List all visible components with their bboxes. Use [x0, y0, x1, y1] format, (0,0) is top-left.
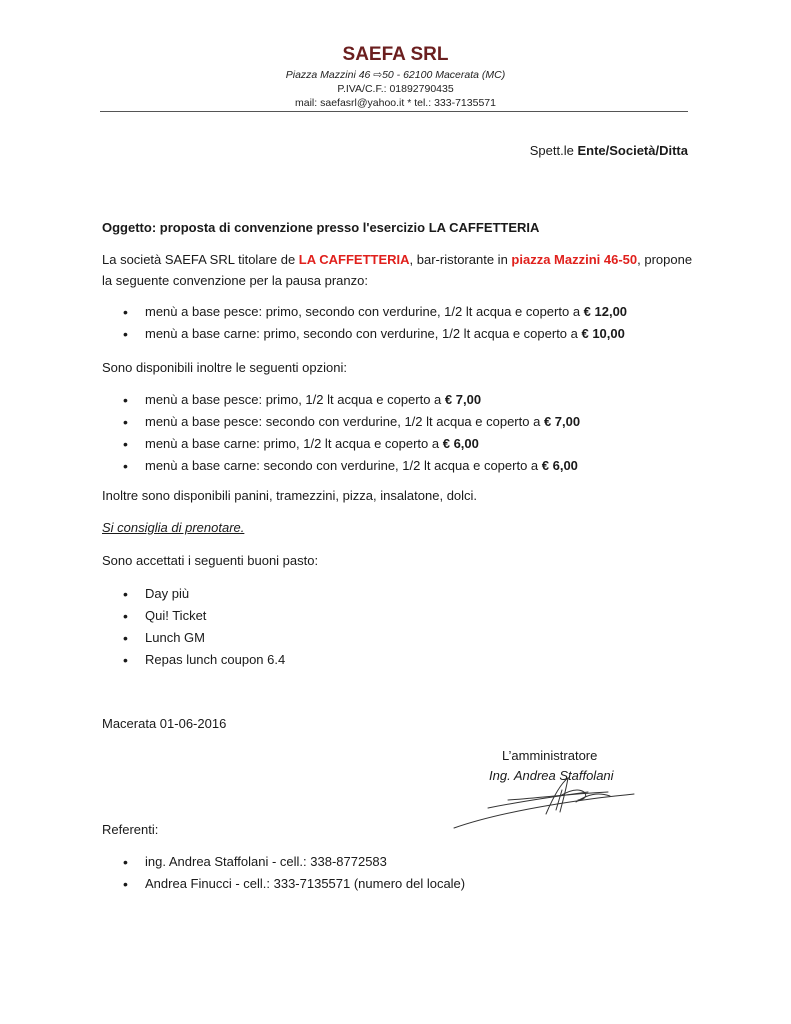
handwritten-signature: [448, 770, 638, 832]
list-item: • ing. Andrea Staffolani - cell.: 338-8772583: [102, 853, 465, 875]
list-item: • menù a base carne: secondo con verdurine, 1/2 lt acqua e coperto a € 6,00: [102, 457, 580, 479]
vouchers-list: [102, 585, 285, 673]
options-list: [102, 391, 580, 479]
intro-part1: La società SAEFA SRL titolare de: [102, 252, 299, 267]
extras-line: Inoltre sono disponibili panini, tramezzini, pizza, insalatone, dolci.: [102, 488, 478, 503]
list-item: • menù a base pesce: primo, secondo con verdurine, 1/2 lt acqua e coperto a € 12,00: [102, 303, 627, 325]
intro-place: piazza Mazzini 46-50: [511, 252, 638, 267]
menu-list: [102, 303, 627, 347]
vouchers-intro: Sono accettati i seguenti buoni pasto:: [102, 553, 319, 568]
list-item: • Lunch GM: [102, 629, 285, 651]
subject-line: Oggetto: proposta di convenzione presso l'esercizio LA CAFFETTERIA: [102, 220, 540, 235]
intro-paragraph-line1: [102, 251, 692, 269]
date-line: Macerata 01-06-2016: [102, 716, 227, 731]
intro-paragraph-line2: la seguente convenzione per la pausa pranzo:: [102, 273, 368, 288]
list-item: • menù a base carne: primo, 1/2 lt acqua e coperto a € 6,00: [102, 435, 580, 457]
contacts-list: [102, 853, 465, 897]
signatory-name: Ing. Andrea Staffolani: [489, 768, 614, 783]
list-item: • Andrea Finucci - cell.: 333-7135571 (numero del locale): [102, 875, 465, 897]
company-contact: mail: saefasrl@yahoo.it * tel.: 333-7135571: [295, 97, 496, 109]
contacts-intro: Referenti:: [102, 822, 159, 837]
list-item: • Day più: [102, 585, 285, 607]
intro-part2: , bar-ristorante in: [409, 252, 512, 267]
signatory-title: L’amministratore: [502, 748, 598, 763]
intro-part3: , propone: [637, 252, 693, 267]
intro-venue: LA CAFFETTERIA: [298, 252, 410, 267]
company-vat: P.IVA/C.F.: 01892790435: [337, 83, 454, 95]
list-item: • Repas lunch coupon 6.4: [102, 651, 285, 673]
recipient-name: Ente/Società/Ditta: [577, 143, 688, 158]
list-item: • menù a base pesce: secondo con verdurine, 1/2 lt acqua e coperto a € 7,00: [102, 413, 580, 435]
company-address: Piazza Mazzini 46 ⇨50 - 62100 Macerata (MC): [285, 69, 506, 81]
advice-line: Si consiglia di prenotare.: [102, 520, 245, 535]
recipient: [530, 143, 688, 158]
header-divider: [100, 111, 688, 112]
company-name: SAEFA SRL: [342, 44, 449, 65]
list-item: • menù a base carne: primo, secondo con verdurine, 1/2 lt acqua e coperto a € 10,00: [102, 325, 627, 347]
list-item: • menù a base pesce: primo, 1/2 lt acqua e coperto a € 7,00: [102, 391, 580, 413]
recipient-prefix: Spett.le: [529, 143, 578, 158]
options-intro: Sono disponibili inoltre le seguenti opzioni:: [102, 360, 347, 375]
list-item: • Qui! Ticket: [102, 607, 285, 629]
